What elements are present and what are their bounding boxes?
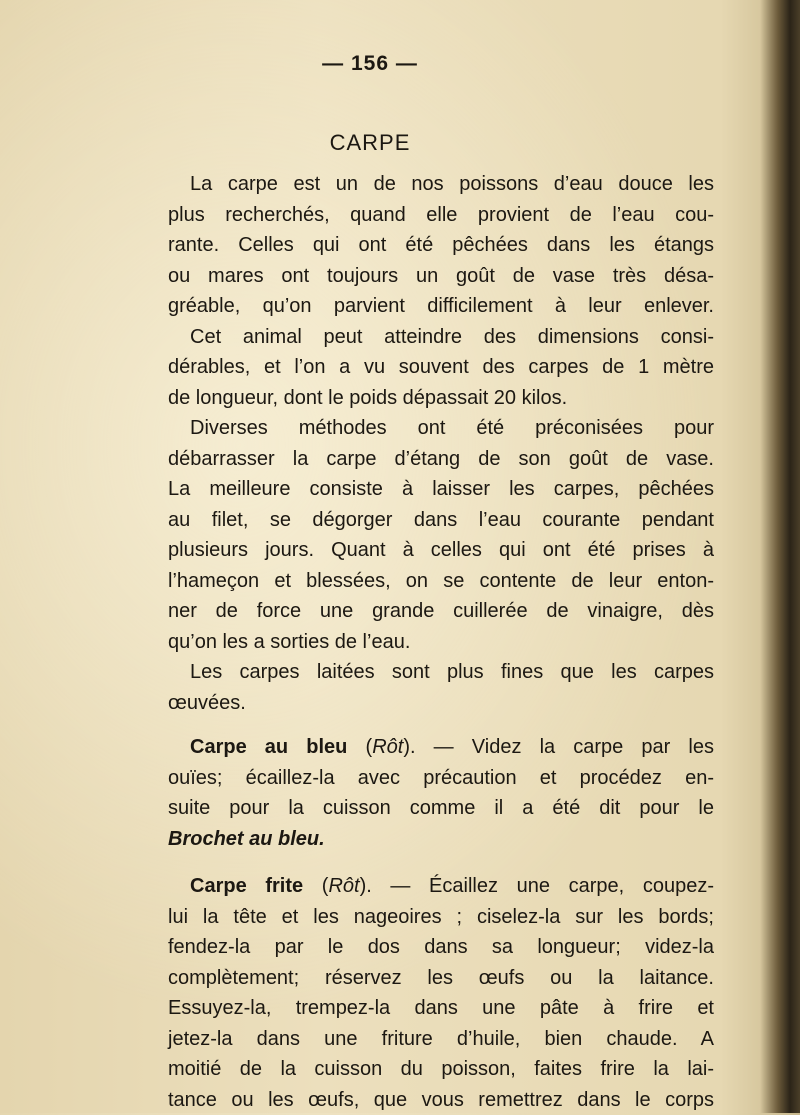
paragraph-intro — [168, 169, 714, 322]
text-line: complètement; réservez les œufs ou la laitance. — [168, 963, 714, 994]
text-line: au filet, se dégorger dans l’eau courante pendant — [168, 505, 714, 536]
text-line: fendez-la par le dos dans sa longueur; videz-la — [168, 932, 714, 963]
page-title: CARPE — [0, 130, 740, 156]
text-line: plus recherchés, quand elle provient de l’eau cou- — [168, 200, 714, 231]
paragraph-methods — [168, 413, 714, 657]
text-line: ner de force une grande cuillerée de vinaigre, dès — [168, 596, 714, 627]
recipe-category: Rôt — [328, 875, 359, 897]
text-line: qu’on les a sorties de l’eau. — [168, 627, 714, 658]
recipe-heading-line: Carpe au bleu (Rôt). — Videz la carpe par les — [168, 732, 714, 763]
paragraph-dimensions — [168, 322, 714, 414]
page-binding-edge — [760, 0, 800, 1113]
text-line: dérables, et l’on a vu souvent des carpes de 1 mètre — [168, 352, 714, 383]
text-line: ouïes; écaillez-la avec précaution et procédez en- — [168, 763, 714, 794]
recipe-name: Carpe frite — [190, 875, 303, 897]
text-line: La meilleure consiste à laisser les carpes, pêchées — [168, 474, 714, 505]
text-line: l’hameçon et blessées, on se contente de leur enton- — [168, 566, 714, 597]
text-line: de longueur, dont le poids dépassait 20 kilos. — [168, 383, 714, 414]
text-line: suite pour la cuisson comme il a été dit pour le — [168, 793, 714, 824]
text-line: jetez-la dans une friture d’huile, bien chaude. A — [168, 1024, 714, 1055]
text-line: débarrasser la carpe d’étang de son goût de vase. — [168, 444, 714, 475]
recipe-heading-line: Carpe frite (Rôt). — Écaillez une carpe, coupez- — [168, 871, 714, 902]
recipe-carpe-frite — [168, 871, 714, 1115]
text-line: tance ou les œufs, que vous remettrez dans le corps — [168, 1085, 714, 1115]
text-line: lui la tête et les nageoires ; ciselez-la sur les bords; — [168, 902, 714, 933]
page-number: — 156 — — [0, 52, 740, 76]
text-line: ou mares ont toujours un goût de vase très désa- — [168, 261, 714, 292]
text-line: Brochet au bleu. — [168, 824, 714, 855]
text-line: Diverses méthodes ont été préconisées pour — [168, 413, 714, 444]
text-line: Essuyez-la, trempez-la dans une pâte à frire et — [168, 993, 714, 1024]
text-line: Cet animal peut atteindre des dimensions consi- — [168, 322, 714, 353]
recipe-name: Carpe au bleu — [190, 736, 347, 758]
text-line: rante. Celles qui ont été pêchées dans les étangs — [168, 230, 714, 261]
recipe-carpe-au-bleu — [168, 732, 714, 854]
text-line: moitié de la cuisson du poisson, faites frire la lai- — [168, 1054, 714, 1085]
paragraph-laitees — [168, 657, 714, 718]
text-line: Les carpes laitées sont plus fines que les carpes — [168, 657, 714, 688]
text-line: La carpe est un de nos poissons d’eau douce les — [168, 169, 714, 200]
text-line: œuvées. — [168, 688, 714, 719]
text-line: gréable, qu’on parvient difficilement à leur enlever. — [168, 291, 714, 322]
recipe-category: Rôt — [372, 736, 403, 758]
text-line: plusieurs jours. Quant à celles qui ont été prises à — [168, 535, 714, 566]
